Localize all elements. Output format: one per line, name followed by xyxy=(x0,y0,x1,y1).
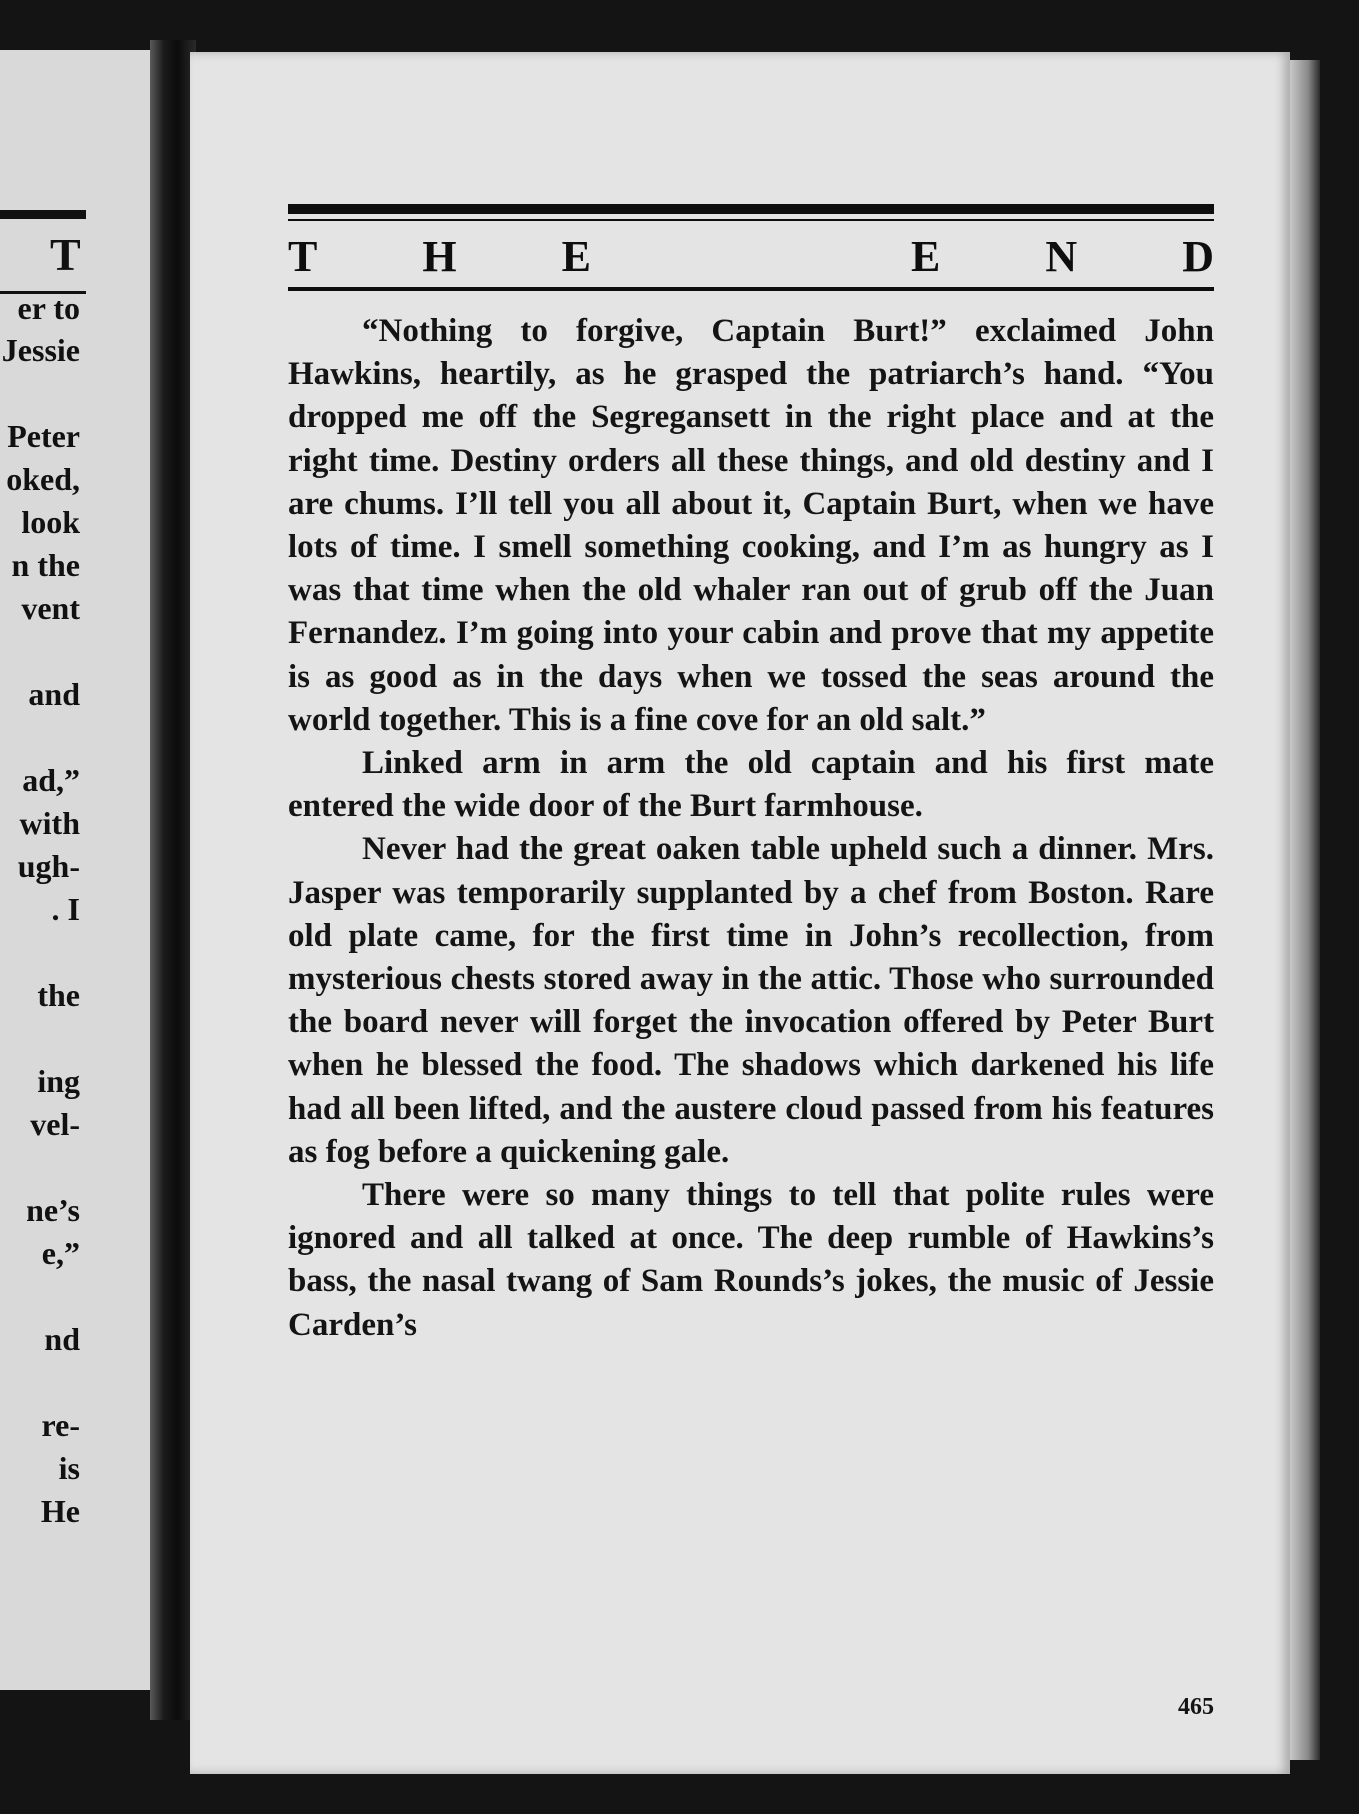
previous-page-text-fragment: n the xyxy=(11,547,80,583)
running-head-letter: E xyxy=(561,231,591,281)
header-rule-bottom xyxy=(288,287,1214,291)
previous-page-header-letter: T xyxy=(50,229,81,280)
running-head-letter: E xyxy=(911,231,941,281)
previous-page-text-fragment: er to xyxy=(17,290,80,326)
previous-page-text-fragment: with xyxy=(19,805,80,841)
running-head-letter: H xyxy=(422,231,457,281)
previous-page-text-fragment: Jessie xyxy=(1,332,80,368)
paragraph: “Nothing to forgive, Captain Burt!” exclaimed John Hawkins, heartily, as he grasped the patriarch’s hand. “You dropped me off the Segregansett in the right place and at the right time. Destiny orders all these things, and old destiny and I are chums. I’ll tell you all about it, Captain Burt, when we have lots of time. I smell something cooking, and I’m as hungry as I was that time when the old whaler ran out of grub off the Juan Fernandez. I’m going into your cabin and prove that my appetite is as good as in the days when we tossed the seas around the world together. This is a fine cove for an old salt.” xyxy=(288,313,1214,738)
running-head-letter: T xyxy=(288,231,318,281)
page-edge-shadow xyxy=(1290,60,1320,1760)
previous-page-text-fragment: oked, xyxy=(6,461,80,497)
book-page xyxy=(190,52,1290,1774)
header-rule-thin xyxy=(288,219,1214,221)
previous-page-text-fragment: Peter xyxy=(7,418,80,454)
previous-page-text-fragment: ugh- xyxy=(17,848,80,884)
previous-page-text-fragment: vel- xyxy=(30,1106,80,1142)
previous-page-text-fragment: look xyxy=(21,504,80,540)
paragraph: There were so many things to tell that polite rules were ignored and all talked at once. The deep rumble of Hawkins’s bass, the nasal twang of Sam Rounds’s jokes, the music of Jessie Carden’s xyxy=(288,1177,1214,1343)
running-head-letter: D xyxy=(1182,231,1214,281)
previous-page-text-fragment: re- xyxy=(41,1407,80,1443)
previous-page-text-fragment: is xyxy=(58,1450,80,1486)
paragraph: Linked arm in arm the old captain and his first mate entered the wide door of the Burt farmhouse. xyxy=(288,745,1214,825)
previous-page-text-fragment: nd xyxy=(44,1321,80,1357)
previous-page-text-fragment: . I xyxy=(51,891,80,927)
paragraph: Never had the great oaken table upheld such a dinner. Mrs. Jasper was temporarily supplanted by a chef from Boston. Rare old plate came, for the first time in John’s recollection, from mysterious chests stored away in the attic. Those who surrounded the board never will forget the invocation offered by Peter Burt when he blessed the food. The shadows which darkened his life had all been lifted, and the austere cloud passed from his features as fog before a quickening gale. xyxy=(288,831,1214,1170)
previous-page-text-fragment: e,” xyxy=(41,1235,80,1271)
header-rule-thick xyxy=(288,204,1214,214)
previous-page-text-fragment: and xyxy=(28,676,80,712)
previous-page-text-fragment: He xyxy=(40,1493,80,1529)
previous-page-text-fragment: ing xyxy=(37,1063,80,1099)
previous-page-text-fragment: the xyxy=(37,977,80,1013)
previous-page-text-fragment: ne’s xyxy=(26,1192,80,1228)
running-head xyxy=(288,226,1214,286)
previous-page-text-fragment: vent xyxy=(21,590,80,626)
page-number: 465 xyxy=(1178,1694,1214,1720)
previous-page-text-fragment: ad,” xyxy=(22,762,80,798)
body-text xyxy=(288,310,1214,1347)
previous-page-header-rule xyxy=(0,210,86,219)
running-head-letter: N xyxy=(1045,231,1078,281)
